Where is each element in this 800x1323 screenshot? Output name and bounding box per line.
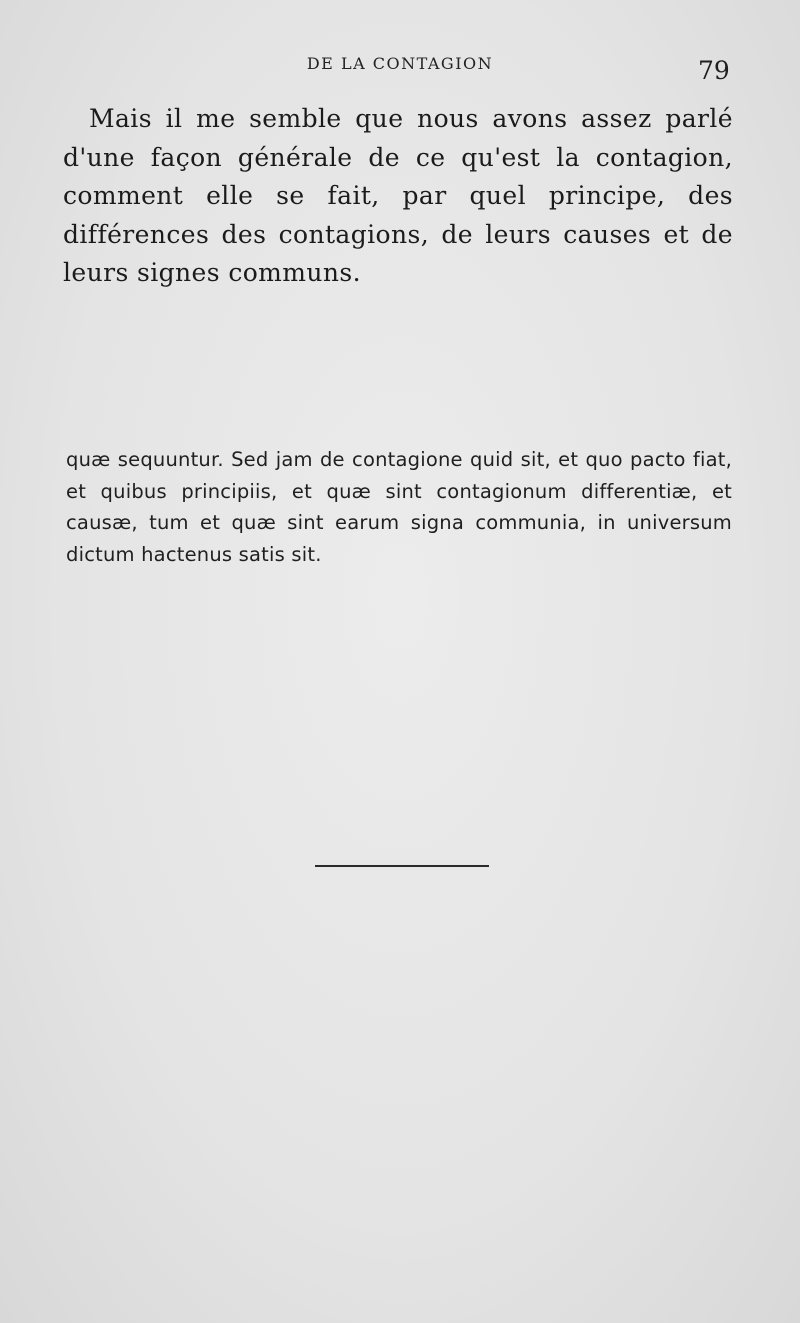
running-head: DE LA CONTAGION bbox=[306, 54, 494, 73]
end-rule bbox=[315, 865, 489, 867]
latin-paragraph: quæ sequuntur. Sed jam de contagione quid sit, et quo pacto fiat, et quibus principiis, et quæ sint contagionum differentiæ, et causæ, tum et quæ sint earum signa communia, in universum dictum hactenus satis sit. bbox=[66, 448, 732, 566]
page-number: 79 bbox=[698, 56, 730, 85]
french-paragraph: Mais il me semble que nous avons assez parlé d'une façon générale de ce qu'est la contagion, comment elle se fait, par quel principe, des différences des contagions, de leurs causes et de leurs signes communs. bbox=[63, 104, 733, 287]
